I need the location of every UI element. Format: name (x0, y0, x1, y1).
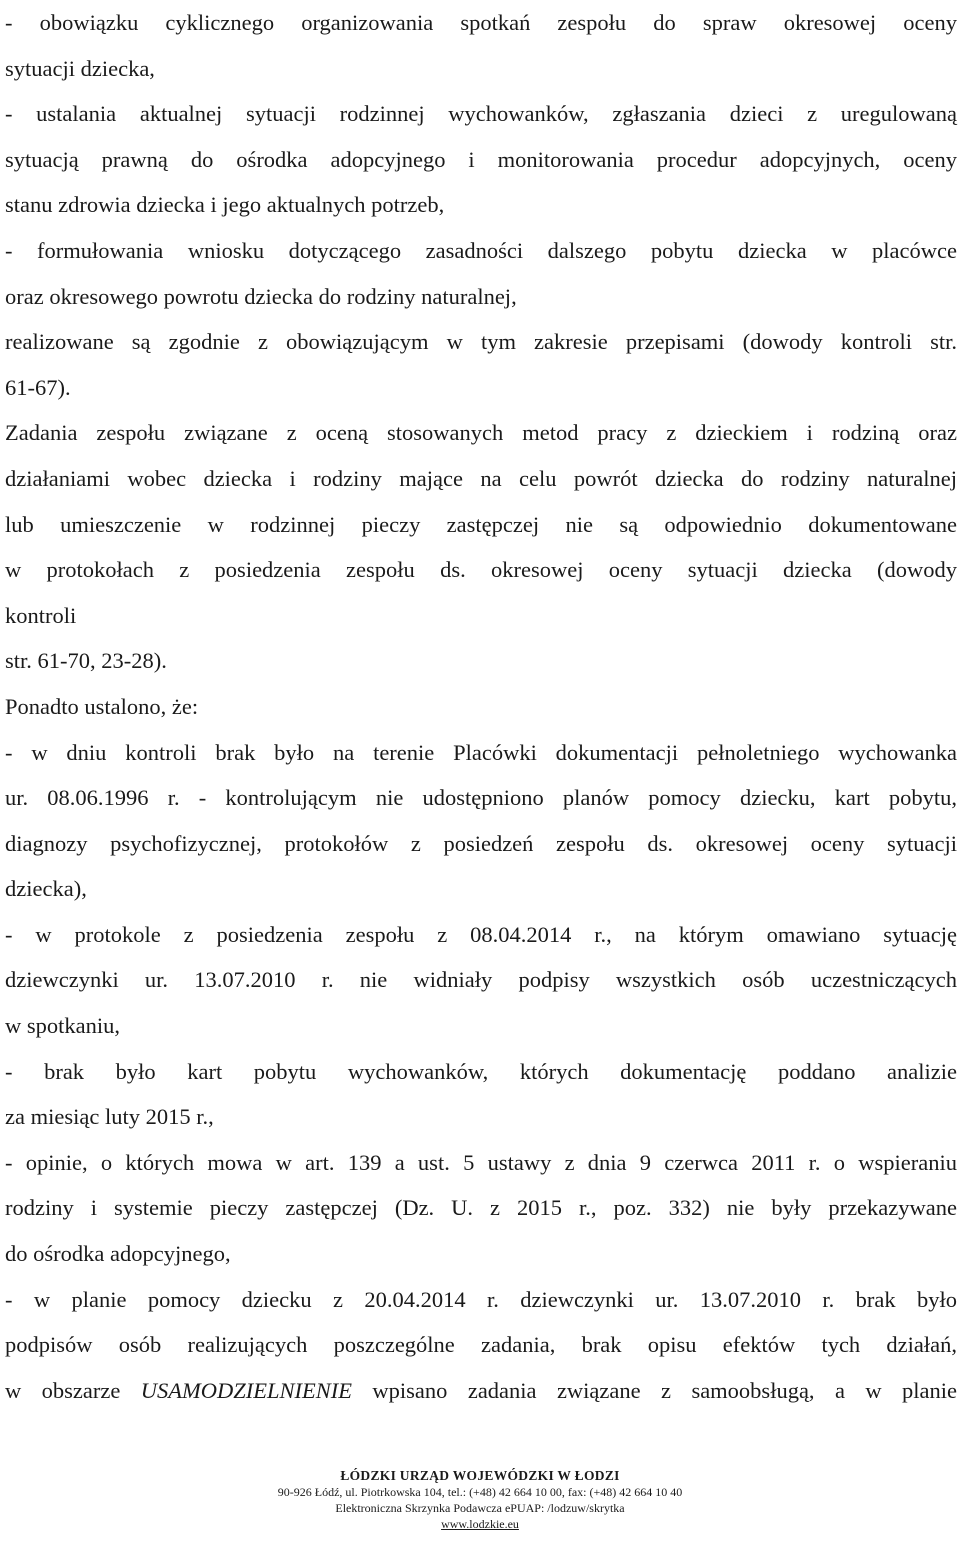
text-line-start: w obszarze (5, 1377, 141, 1403)
text-line: działaniami wobec dziecka i rodziny mające na celu powrót dziecka do rodziny naturalnej (5, 465, 957, 491)
text-line: dziewczynki ur. 13.07.2010 r. nie widniały podpisy wszystkich osób uczestniczących (5, 967, 957, 993)
text-line: - w dniu kontroli brak było na terenie Placówki dokumentacji pełnoletniego wychowanka (5, 739, 957, 765)
text-line: do ośrodka adopcyjnego, (5, 1241, 231, 1267)
text-line: w protokołach z posiedzenia zespołu ds. okresowej oceny sytuacji dziecka (dowody (5, 557, 957, 583)
text-line: - brak było kart pobytu wychowanków, których dokumentację poddano analizie (5, 1058, 957, 1084)
footer-website-line (0, 1516, 960, 1532)
text-line: sytuacji dziecka, (5, 55, 155, 81)
text-line: - w planie pomocy dziecku z 20.04.2014 r. dziewczynki ur. 13.07.2010 r. brak było (5, 1286, 957, 1312)
footer-epuap: Elektroniczna Skrzynka Podawcza ePUAP: /lodzuw/skrytka (335, 1501, 625, 1515)
text-line: za miesiąc luty 2015 r., (5, 1104, 214, 1130)
text-line: dziecka), (5, 876, 87, 902)
text-line: realizowane są zgodnie z obowiązującym w tym zakresie przepisami (dowody kontroli str. (5, 329, 957, 355)
text-line: - formułowania wniosku dotyczącego zasadności dalszego pobytu dziecka w placówce (5, 237, 957, 263)
emphasis-term: USAMODZIELNIENIE (140, 1377, 353, 1403)
text-line: kontroli (5, 602, 77, 628)
text-line: rodziny i systemie pieczy zastępczej (Dz. U. z 2015 r., poz. 332) nie były przekazywane (5, 1195, 957, 1221)
text-line: ur. 08.06.1996 r. - kontrolującym nie udostępniono planów pomocy dziecku, kart pobytu, (5, 785, 957, 811)
text-line: - obowiązku cyklicznego organizowania spotkań zespołu do spraw okresowej oceny (5, 10, 957, 35)
text-line: - ustalania aktualnej sytuacji rodzinnej wychowanków, zgłaszania dzieci z uregulowaną (5, 101, 957, 127)
text-line: Ponadto ustalono, że: (5, 693, 199, 719)
text-line: str. 61-70, 23-28). (5, 648, 167, 674)
text-line (5, 1368, 957, 1414)
document-body (5, 0, 957, 1413)
footer-office-name: ŁÓDZKI URZĄD WOJEWÓDZKI W ŁODZI (340, 1468, 620, 1483)
text-line: oraz okresowego powrotu dziecka do rodziny naturalnej, (5, 283, 517, 309)
text-line-end: wpisano zadania związane z samoobsługą, a w planie (352, 1377, 957, 1403)
text-line: 61-67). (5, 374, 71, 400)
text-line: podpisów osób realizujących poszczególne zadania, brak opisu efektów tych działań, (5, 1332, 957, 1358)
footer-address: 90-926 Łódź, ul. Piotrkowska 104, tel.: (+48) 42 664 10 00, fax: (+48) 42 664 10 40 (277, 1485, 683, 1499)
page-footer (0, 1468, 960, 1532)
footer-website-link[interactable]: www.lodzkie.eu (441, 1517, 519, 1531)
text-line: sytuacją prawną do ośrodka adopcyjnego i monitorowania procedur adopcyjnych, oceny (5, 146, 957, 172)
text-line: lub umieszczenie w rodzinnej pieczy zastępczej nie są odpowiednio dokumentowane (5, 511, 957, 537)
text-line: stanu zdrowia dziecka i jego aktualnych potrzeb, (5, 192, 445, 218)
text-line: - opinie, o których mowa w art. 139 a ust. 5 ustawy z dnia 9 czerwca 2011 r. o wspieraniu (5, 1149, 957, 1175)
text-line: w spotkaniu, (5, 1013, 120, 1039)
text-line: - w protokole z posiedzenia zespołu z 08.04.2014 r., na którym omawiano sytuację (5, 921, 957, 947)
text-line: diagnozy psychofizycznej, protokołów z posiedzeń zespołu ds. okresowej oceny sytuacji (5, 830, 957, 856)
text-line: Zadania zespołu związane z oceną stosowanych metod pracy z dzieckiem i rodziną oraz (5, 420, 957, 446)
